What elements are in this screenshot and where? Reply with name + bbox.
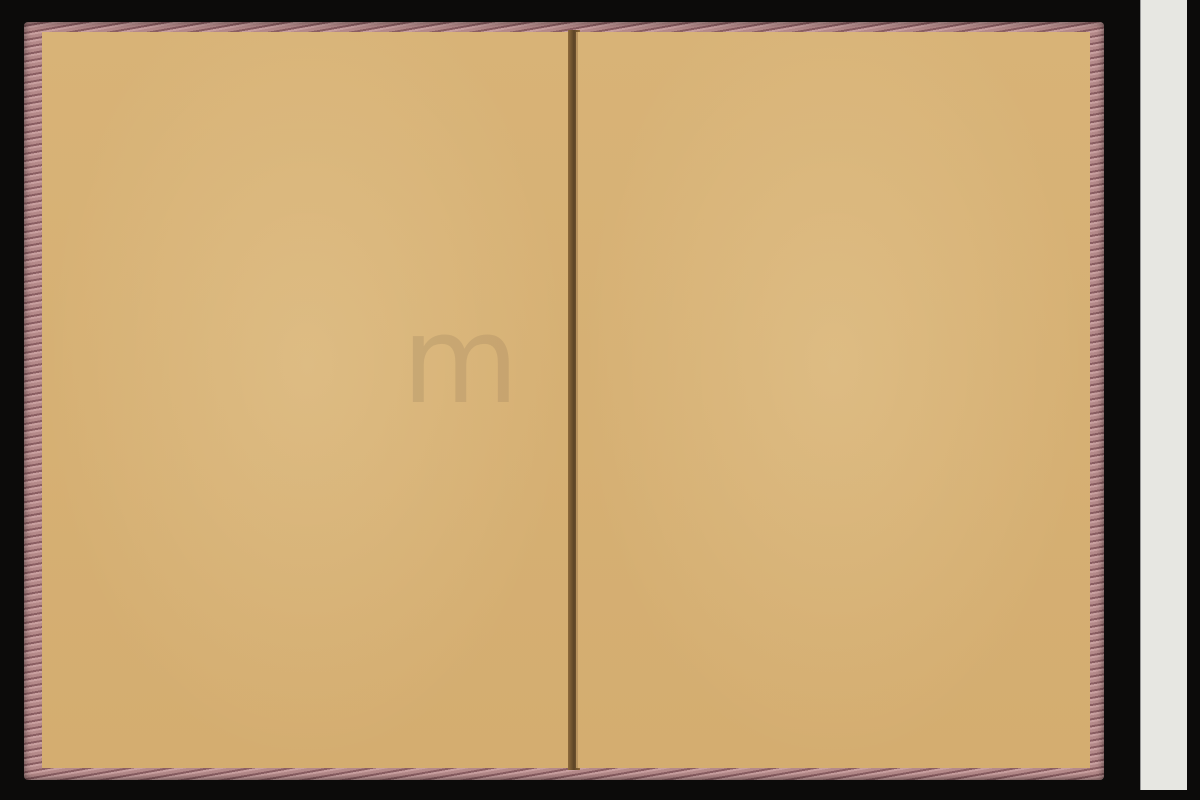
measurement-ruler xyxy=(1140,0,1187,790)
watermark-logo: m xyxy=(402,292,519,431)
right-page xyxy=(576,32,1090,768)
left-page xyxy=(42,32,574,768)
